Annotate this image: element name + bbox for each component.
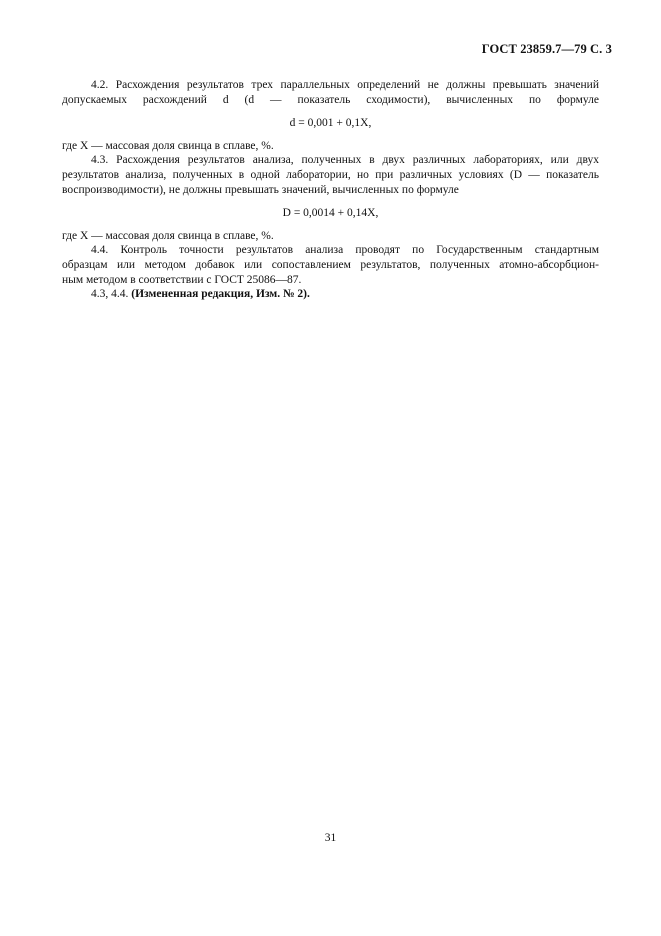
- paragraph-4-3-line-3: воспроизводимости), не должны превышать значений, вычисленных по формуле: [62, 183, 459, 196]
- paragraph-4-4-line-1: 4.4. Контроль точности результатов анализа проводят по Государственным стандартным: [91, 244, 599, 257]
- amendment-ref: 4.3, 4.4.: [91, 288, 129, 301]
- paragraph-4-3-line-2: результатов анализа, полученных в одной лаборатории, но при различных условиях (D — показатель: [62, 168, 599, 181]
- document-header: ГОСТ 23859.7—79 С. 3: [481, 42, 612, 56]
- paragraph-4-4-line-3: ным методом в соответствии с ГОСТ 25086—87.: [62, 273, 302, 286]
- document-body: [62, 78, 599, 302]
- page-number: 31: [324, 832, 337, 844]
- amendment-note: [62, 287, 599, 302]
- formula-reproducibility: D = 0,0014 + 0,14X,: [282, 207, 379, 220]
- where-clause-1: где X — массовая доля свинца в сплаве, %.: [62, 139, 274, 152]
- paragraph-4-3-line-1: 4.3. Расхождения результатов анализа, полученных в двух различных лабораториях, или двух: [91, 154, 599, 167]
- paragraph-4-4-line-2: образцам или методом добавок или сопоставлением результатов, полученных атомно-абсорбцион-: [62, 258, 599, 271]
- paragraph-4-2-line-2: допускаемых расхождений d (d — показатель сходимости), вычисленных по формуле: [62, 93, 599, 106]
- formula-convergence: d = 0,001 + 0,1X,: [289, 117, 372, 130]
- amendment-text: (Измененная редакция, Изм. № 2).: [131, 288, 310, 301]
- where-clause-2: где X — массовая доля свинца в сплаве, %.: [62, 229, 274, 242]
- paragraph-4-2-line-1: 4.2. Расхождения результатов трех параллельных определений не должны превышать значений: [91, 79, 599, 91]
